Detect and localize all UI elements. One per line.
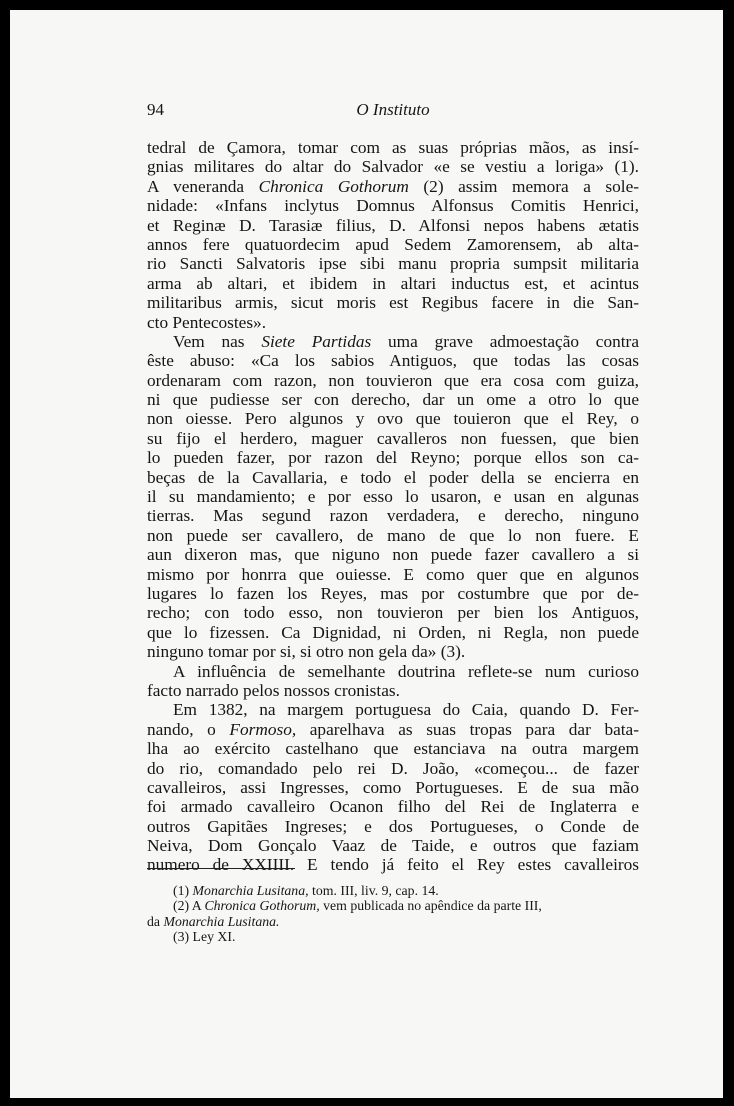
text-line: cavalleiros, assi Ingresses, como Portugueses. E de sua mão (147, 777, 639, 797)
text-line: lo pueden fazer, por razon del Reyno; porque ellos son ca- (147, 448, 639, 468)
body-text (147, 138, 639, 875)
text-line: mismo por honrra que ouiesse. E como quer que en algunos (147, 564, 639, 584)
text-line: non puede ser cavallero, de mano de que lo non fuere. E (147, 525, 639, 545)
text-line: A veneranda Chronica Gothorum (2) assim memora a sole- (147, 176, 640, 196)
text-line: Neiva, Dom Gonçalo Vaaz de Taide, e outros que faziam (147, 836, 639, 856)
page-header (147, 100, 639, 124)
text-line: rio Sancti Salvatoris ipse sibi manu propria sumpsit militaria (147, 254, 639, 274)
text-line: facto narrado pelos nossos cronistas. (147, 680, 400, 700)
text-line: outros Gapitães Ingreses; e dos Portugueses, o Conde de (147, 816, 639, 836)
text-line: tierras. Mas segund razon verdadera, e derecho, ninguno (147, 506, 639, 526)
footnotes (147, 883, 639, 945)
text-line: nidade: «Infans inclytus Domnus Alfonsus Comitis Henrici, (147, 196, 639, 216)
text-line: Vem nas Siete Partidas uma grave admoestação contra (173, 331, 639, 351)
text-line: et Reginæ D. Tarasiæ filius, D. Alfonsi nepos habens ætatis (147, 215, 639, 235)
running-title: O Instituto (356, 100, 430, 119)
text-line: annos fere quatuordecim apud Sedem Zamorensem, ab alta- (147, 234, 639, 254)
text-line: ni que pudiesse ser con derecho, dar un ome a otro lo que (147, 390, 639, 410)
text-line: ninguno tomar por si, si otro non gela da» (3). (147, 642, 466, 662)
text-line: il su mandamiento; e por esso lo usaron, e usan en algunas (147, 487, 639, 507)
text-line: A influência de semelhante doutrina reflete-se num curioso (173, 661, 639, 681)
text-line: do rio, comandado pelo rei D. João, «começou... de fazer (147, 758, 639, 778)
text-line: su fijo el herdero, maguer cavalleros non fuessen, que bien (147, 428, 639, 448)
text-line: numero de XXIIII. E tendo já feito el Rey estes cavalleiros (147, 855, 639, 875)
text-line: arma ab altari, et ibidem in altari inductus est, et acintus (147, 273, 639, 293)
text-line: beças de la Cavallaria, e todo el poder della se encierra en (147, 467, 639, 487)
text-line: tedral de Çamora, tomar com as suas próprias mãos, as insí- (147, 138, 639, 157)
text-line: recho; con todo esso, non touvieron per bien los Antiguos, (147, 603, 639, 623)
text-line: êste abuso: «Ca los sabios Antiguos, que todas las cosas (147, 351, 639, 371)
text-line: nando, o Formoso, aparelhava as suas tropas para dar bata- (147, 719, 639, 739)
text-line: lha ao exército castelhano que estanciava na outra margem (147, 739, 639, 759)
text-line: gnias militares do altar do Salvador «e se vestiu a loriga» (1). (147, 157, 639, 177)
text-line: Em 1382, na margem portuguesa do Caia, quando D. Fer- (173, 700, 639, 720)
footnote: da Monarchia Lusitana. (147, 913, 280, 929)
footnote: (1) Monarchia Lusitana, tom. III, liv. 9, cap. 14. (173, 883, 439, 898)
document-page (10, 10, 723, 1098)
footnote-separator (147, 868, 295, 869)
text-line: militaribus armis, sicut moris est Regibus facere in die San- (147, 293, 639, 313)
text-line: ordenaram com razon, non touvieron que era cosa com guiza, (147, 370, 639, 390)
footnote: (3) Ley XI. (173, 929, 236, 945)
text-line: non oiesse. Pero algunos y ovo que touieron que el Rey, o (147, 409, 639, 429)
page-number: 94 (147, 100, 164, 119)
text-line: foi armado cavalleiro Ocanon filho del Rei de Inglaterra e (147, 797, 639, 817)
text-line: cto Pentecostes». (147, 312, 267, 332)
text-line: que lo fizessen. Ca Dignidad, ni Orden, ni Regla, non puede (147, 622, 639, 642)
text-line: aun dixeron mas, que niguno non puede fazer cavallero a si (147, 545, 639, 565)
text-line: lugares lo fazen los Reyes, mas por costumbre que por de- (147, 583, 639, 603)
footnote: (2) A Chronica Gothorum, vem publicada no apêndice da parte III, (173, 898, 542, 914)
